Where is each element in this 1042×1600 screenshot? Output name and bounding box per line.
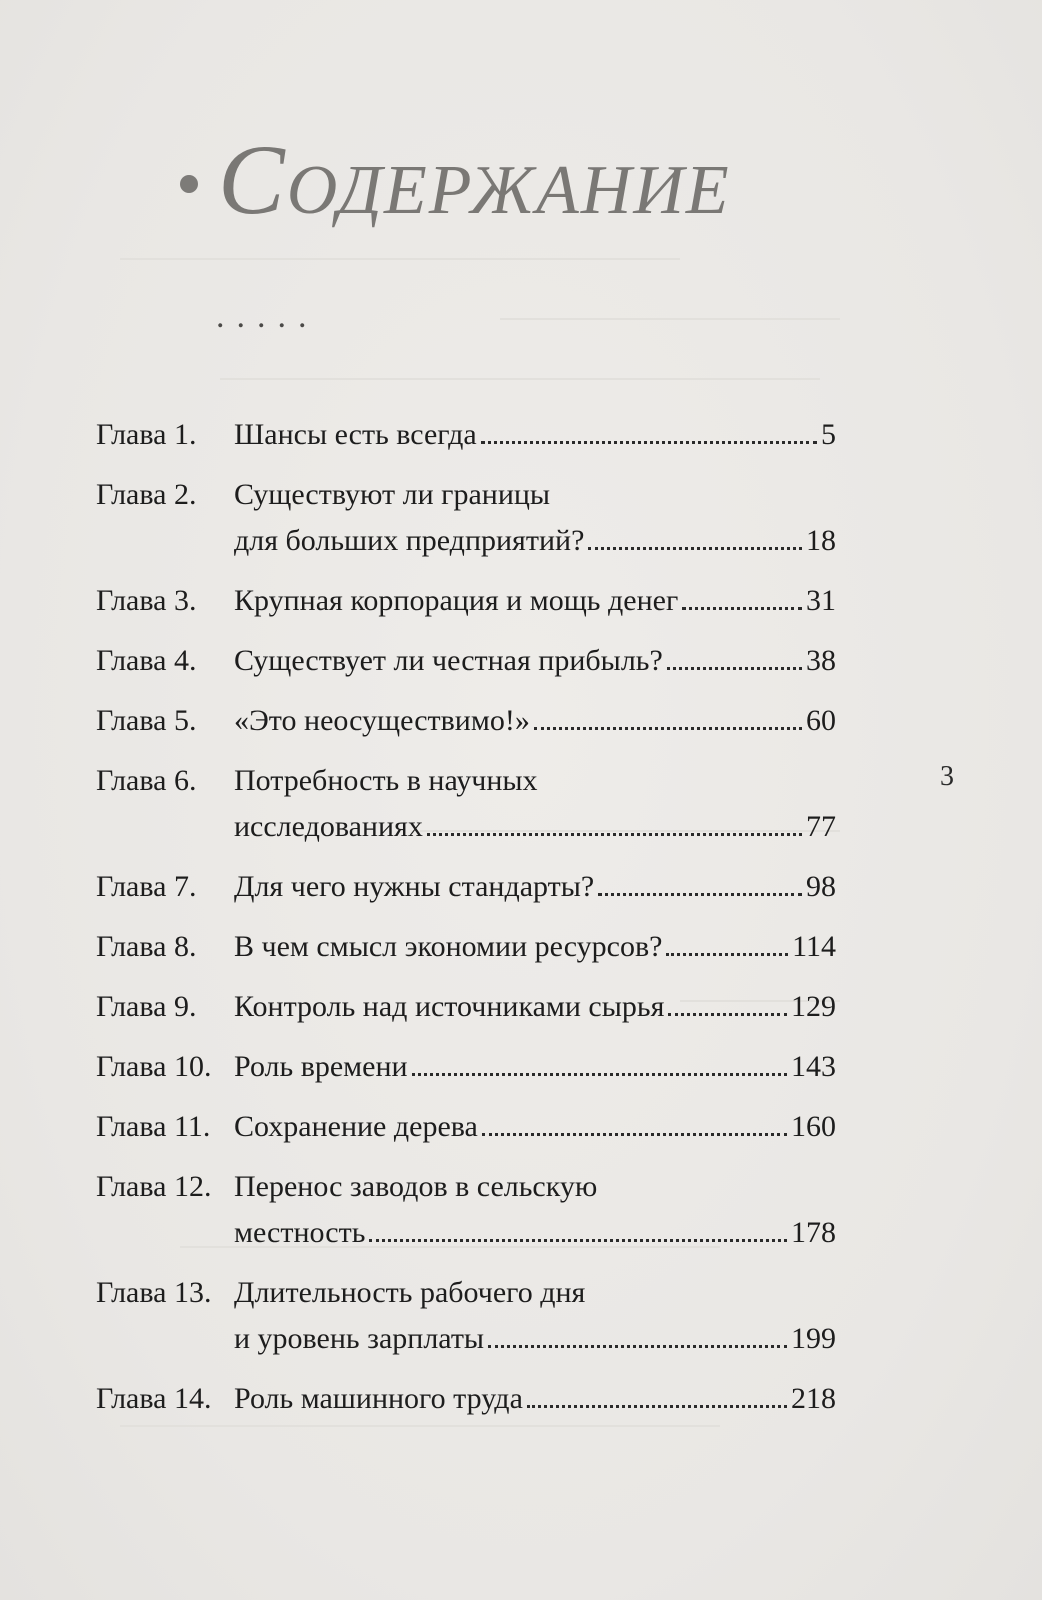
chapter-title: Существуют ли границы [234,478,551,511]
chapter-title: Роль времени [234,1050,408,1083]
separator-dots: ..... [216,298,319,335]
chapter-title-line [234,1376,836,1422]
page-number: 3 [940,761,954,792]
dot-leader [534,727,802,730]
show-through-line [220,378,820,380]
chapter-body [234,578,836,624]
show-through-line [120,258,680,260]
chapter-body [234,698,836,744]
toc-entry[interactable] [96,578,836,624]
chapter-title: местность [234,1216,366,1249]
chapter-title-line [234,864,836,910]
chapter-page-number: 60 [806,704,836,737]
chapter-label: Глава 7. [96,870,197,903]
dot-leader [482,1133,787,1136]
chapter-label: Глава 13. [96,1276,212,1309]
chapter-title: Потребность в научных [234,764,538,797]
toc-entry[interactable] [96,864,836,910]
chapter-body [234,412,836,458]
chapter-title-line [234,1270,836,1316]
toc-entry[interactable] [96,1104,836,1150]
chapter-page-number: 178 [791,1216,836,1249]
dot-leader [682,607,802,610]
chapter-body [234,1376,836,1422]
chapter-title-line [234,758,836,804]
toc-entry[interactable] [96,472,836,564]
chapter-body [234,1104,836,1150]
chapter-title-line [234,1164,836,1210]
chapter-body [234,864,836,910]
chapter-page-number: 129 [791,990,836,1023]
chapter-page-number: 160 [791,1110,836,1143]
chapter-title: Для чего нужны стандарты? [234,870,595,903]
chapter-body [234,1164,836,1256]
chapter-body [234,638,836,684]
chapter-body [234,472,836,564]
toc-entry[interactable] [96,412,836,458]
dot-leader [527,1405,787,1408]
toc-entry[interactable] [96,758,836,850]
chapter-page-number: 18 [806,524,836,557]
chapter-page-number: 77 [806,810,836,843]
toc-title: Содержание [218,124,731,235]
chapter-label: Глава 1. [96,418,197,451]
chapter-title: Сохранение дерева [234,1110,478,1143]
chapter-label: Глава 4. [96,644,197,677]
dot-leader [369,1239,787,1242]
chapter-title-line [234,698,836,744]
chapter-title: В чем смысл экономии ресурсов? [234,930,663,963]
chapter-page-number: 5 [821,418,836,451]
chapter-page-number: 98 [806,870,836,903]
chapter-title-line [234,412,836,458]
dot-leader [668,1013,787,1016]
chapter-title-line [234,924,836,970]
chapter-title: Контроль над источниками сырья [234,990,665,1023]
chapter-title-line [234,1316,836,1362]
chapter-label: Глава 2. [96,478,197,511]
chapter-label: Глава 8. [96,930,197,963]
chapter-label: Глава 10. [96,1050,212,1083]
chapter-label: Глава 11. [96,1110,211,1143]
dot-leader [667,667,802,670]
bullet-icon [180,175,198,193]
dot-leader [666,953,788,956]
chapter-title-line [234,1104,836,1150]
chapter-title: и уровень зарплаты [234,1322,485,1355]
chapter-title: для больших предприятий? [234,524,585,557]
chapter-body [234,1270,836,1362]
show-through-line [500,318,840,320]
dot-leader [488,1345,787,1348]
toc-entry[interactable] [96,1164,836,1256]
dot-leader [598,893,802,896]
chapter-title: Крупная корпорация и мощь денег [234,584,679,617]
toc-list [96,412,836,1436]
chapter-page-number: 218 [791,1382,836,1415]
chapter-title: Длительность рабочего дня [234,1276,586,1309]
dot-leader [427,833,802,836]
toc-entry[interactable] [96,698,836,744]
chapter-title-line [234,984,836,1030]
chapter-title: Шансы есть всегда [234,418,477,451]
dot-leader [412,1073,787,1076]
chapter-body [234,758,836,850]
dot-leader [481,441,817,444]
chapter-title: Перенос заводов в сельскую [234,1170,598,1203]
chapter-title-line [234,578,836,624]
chapter-title-line [234,638,836,684]
chapter-page-number: 199 [791,1322,836,1355]
chapter-title-line [234,472,836,518]
chapter-title-line [234,1044,836,1090]
chapter-title: исследованиях [234,810,423,843]
chapter-title: Роль машинного труда [234,1382,523,1415]
chapter-label: Глава 14. [96,1382,212,1415]
chapter-body [234,924,836,970]
chapter-page-number: 31 [806,584,836,617]
toc-entry[interactable] [96,1376,836,1422]
chapter-body [234,984,836,1030]
dot-leader [588,547,802,550]
toc-entry[interactable] [96,1044,836,1090]
chapter-body [234,1044,836,1090]
chapter-title-line [234,518,836,564]
toc-entry[interactable] [96,984,836,1030]
toc-entry[interactable] [96,1270,836,1362]
chapter-label: Глава 9. [96,990,197,1023]
toc-entry[interactable] [96,638,836,684]
chapter-page-number: 114 [792,930,836,963]
chapter-label: Глава 5. [96,704,197,737]
chapter-page-number: 143 [791,1050,836,1083]
chapter-title: «Это неосуществимо!» [234,704,530,737]
toc-heading [180,124,731,235]
chapter-label: Глава 3. [96,584,197,617]
chapter-page-number: 38 [806,644,836,677]
chapter-title-line [234,804,836,850]
chapter-label: Глава 12. [96,1170,212,1203]
chapter-title-line [234,1210,836,1256]
chapter-title: Существует ли честная прибыль? [234,644,663,677]
toc-entry[interactable] [96,924,836,970]
chapter-label: Глава 6. [96,764,197,797]
